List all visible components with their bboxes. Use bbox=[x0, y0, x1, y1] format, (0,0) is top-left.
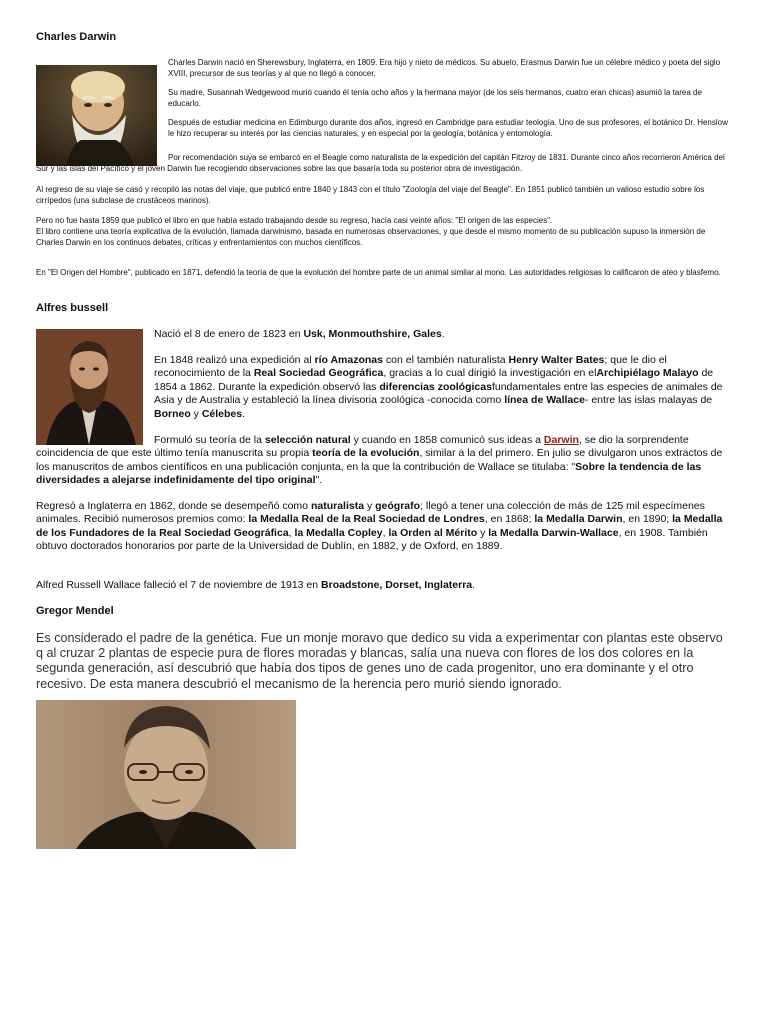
text: y bbox=[477, 526, 489, 539]
emphasis: selección natural bbox=[264, 434, 351, 446]
text: ; que le dio el reconocimiento de la bbox=[154, 354, 667, 380]
text: fundamentales entre las especies de animales de Asia y de Australia y estableció la línea divisoria zoológica -conocida como bbox=[154, 380, 723, 407]
darwin-origin-line: Pero no fue hasta 1859 que publicó el libro en que había estado trabajando desde su regreso, hacía casi veinte años: "El origen de las especies". bbox=[36, 216, 553, 225]
emphasis: naturalista bbox=[310, 500, 365, 512]
emphasis: línea de Wallace bbox=[504, 394, 585, 407]
emphasis: Sobre la tendencia de las diversidades a alejarse indefinidamente del tipo original bbox=[36, 460, 702, 487]
text: Formuló su teoría de la bbox=[154, 434, 265, 446]
emphasis: la Medalla Copley bbox=[294, 526, 383, 539]
wallace-birth bbox=[154, 328, 726, 341]
emphasis: geógrafo bbox=[375, 500, 421, 512]
text: , en 1868; bbox=[484, 513, 535, 526]
text: de 1854 a 1862. Durante la expedición observó las bbox=[154, 367, 714, 393]
emphasis: teoría de la evolución bbox=[312, 447, 420, 460]
text: , en 1890; bbox=[622, 513, 673, 526]
text: ; llegó a tener una colección de más de 125 mil especímenes animales. Recibió numerosos premios como: bbox=[36, 500, 705, 526]
text: ". bbox=[315, 474, 323, 487]
emphasis: Archipiélago Malayo bbox=[596, 367, 699, 380]
emphasis: Célebes bbox=[201, 407, 243, 420]
wallace-expedition bbox=[154, 354, 726, 421]
mendel-portrait bbox=[36, 700, 296, 849]
darwin-paragraph-return: Al regreso de su viaje se casó y recopiló las notas del viaje, que publicó entre 1840 y 1843 con el título "Zoología del viaje del Beagle". En 1851 publicó también un valioso estudio sobre los cirrípedos (una subclase de crustáceos marinos). bbox=[36, 185, 705, 205]
emphasis: Henry Walter Bates bbox=[508, 354, 605, 366]
emphasis: la Medalla Real de la Real Sociedad de Londres bbox=[248, 513, 485, 526]
text: con el también naturalista bbox=[383, 354, 509, 366]
wallace-death bbox=[36, 579, 730, 592]
darwin-origin-book: El libro contiene una teoría explicativa de la evolución, llamada darwinismo, basada en numerosas observaciones, y que desde el mismo momento de su publicación supuso la inmersión de Charles Darwin en los continuos debates, críticas y enfrentamientos con muchos científicos. bbox=[36, 227, 706, 247]
text: Alfred Russell Wallace falleció el 7 de noviembre de 1913 en bbox=[36, 579, 322, 591]
darwin-paragraph-origin bbox=[36, 215, 734, 248]
darwin-heading: Charles Darwin bbox=[36, 31, 117, 43]
text: Regresó a Inglaterra en 1862, donde se desempeñó como bbox=[36, 500, 311, 512]
wallace-birth-end: . bbox=[441, 328, 445, 340]
emphasis: la Medalla Darwin-Wallace bbox=[488, 526, 619, 539]
text: y cuando en 1858 comunicó sus ideas a bbox=[350, 434, 544, 446]
text: . bbox=[472, 579, 476, 591]
darwin-paragraph-studies: Después de estudiar medicina en Edimburgo durante dos años, ingresó en Cambridge para estudiar teología. Uno de sus profesores, el botánico Dr. Henslow le hizo recuperar su interés por las ciencias naturales, y en especial por la geología, botánica y entomología. bbox=[168, 118, 728, 138]
text: , bbox=[288, 526, 295, 539]
mendel-paragraph: Es considerado el padre de la genética. Fue un monje moravo que dedico su vida a experimentar con plantas este observo q al cruzar 2 plantas de especie pura de flores moradas y blancas, salía una nueva con flores de los dos colores en la segunda generación, así descubrió que había dos tipos de genes uno de cada progenitor, uno era dominante y el otro recesivo. De esta manera descubrió el mecanismo de la herencia pero murió siendo ignorado. bbox=[36, 631, 723, 691]
text: En 1848 realizó una expedición al bbox=[154, 354, 315, 366]
wallace-portrait bbox=[36, 329, 143, 445]
wallace-birth-text: Nació el 8 de enero de 1823 en bbox=[154, 328, 304, 340]
emphasis: Real Sociedad Geográfica bbox=[253, 367, 384, 380]
darwin-paragraph-man: En "El Origen del Hombre", publicado en 1871, defendió la teoría de que la evolución del hombre parte de un animal similar al mono. Las autoridades religiosas lo calificaron de ateo y blasfemo. bbox=[36, 268, 721, 277]
text: - entre las islas malayas de bbox=[584, 394, 713, 407]
text: . bbox=[242, 407, 246, 420]
text: y bbox=[190, 407, 202, 420]
wallace-theory bbox=[36, 434, 730, 488]
mendel-heading: Gregor Mendel bbox=[36, 605, 114, 617]
text: , bbox=[382, 526, 389, 539]
text: , se dio la sorprendente coincidencia de que este último tenía manuscrita su propia bbox=[36, 434, 689, 460]
emphasis: la Medalla Darwin bbox=[534, 513, 623, 526]
darwin-portrait bbox=[36, 65, 157, 166]
emphasis: diferencias zoológicas bbox=[379, 380, 492, 393]
emphasis: río Amazonas bbox=[314, 354, 383, 366]
text: , similar a la del primero. En julio se divulgaron unos extractos de los manuscritos de ambos científicos en una publicación conjunta, en la que la contribución de Wallace se titulaba: " bbox=[36, 447, 723, 473]
text: , gracias a lo cual dirigió la investigación en el bbox=[383, 367, 597, 380]
wallace-awards bbox=[36, 500, 730, 554]
wallace-heading: Alfres bussell bbox=[36, 302, 109, 314]
darwin-paragraph-beagle: Por recomendación suya se embarcó en el Beagle como naturalista de la expedición del capitán Fitzroy de 1831. Durante cinco años recorrieron América del Sur y las islas del Pacífico y el joven Darwin fue recogiendo observaciones sobre las que basaría toda su posterior obra de investigación. bbox=[36, 153, 725, 173]
darwin-paragraph-birth: Charles Darwin nació en Sherewsbury, Inglaterra, en 1809. Era hijo y nieto de médicos. Su abuelo, Erasmus Darwin fue un célebre médico y poeta del siglo XVIII, precursor de sus teorías y al que no llegó a conocer. bbox=[168, 58, 721, 78]
emphasis: Borneo bbox=[154, 407, 191, 420]
emphasis: la Orden al Mérito bbox=[388, 526, 478, 539]
emphasis: Broadstone, Dorset, Inglaterra bbox=[321, 579, 473, 591]
text: y bbox=[364, 500, 376, 512]
darwin-bio-top bbox=[168, 57, 734, 147]
darwin-link[interactable]: Darwin bbox=[543, 434, 579, 446]
darwin-paragraph-mother: Su madre, Susannah Wedgewood murió cuando él tenía ocho años y la hermana mayor (de los seis hermanos, cuatro eran chicas) asumió la tarea de educarlo. bbox=[168, 88, 702, 108]
text: , en 1908. También obtuvo doctorados honorarios por parte de la Universidad de Dublín, en 1882, y de Oxford, en 1889. bbox=[36, 526, 708, 553]
emphasis: la Medalla de los Fundadores de la Real Sociedad Geográfica bbox=[36, 513, 723, 539]
wallace-birth-place: Usk, Monmouthshire, Gales bbox=[303, 328, 442, 340]
